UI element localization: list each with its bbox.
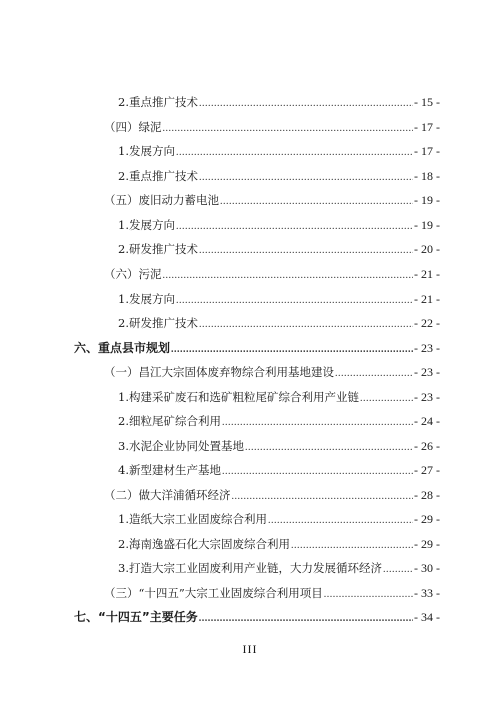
toc-entry-page: - 30 - xyxy=(414,561,440,575)
toc-leader-dots xyxy=(199,609,413,627)
toc-entry-page: - 33 - xyxy=(414,586,440,600)
toc-entry[interactable] xyxy=(118,536,440,552)
toc-entry[interactable] xyxy=(104,192,440,208)
toc-entry-title: 4.新型建材生产基地 xyxy=(118,463,221,477)
toc-entry[interactable] xyxy=(118,217,440,233)
toc-leader-dots xyxy=(171,340,413,358)
toc-entry[interactable] xyxy=(104,487,440,503)
toc-leader-dots xyxy=(360,389,413,407)
toc-entry-title: 1.造纸大宗工业固废综合利用 xyxy=(118,512,267,526)
toc-leader-dots xyxy=(291,536,413,554)
toc-entry-page: - 19 - xyxy=(414,218,440,232)
toc-entry-page: - 28 - xyxy=(414,488,440,502)
toc-entry-page: - 27 - xyxy=(414,463,440,477)
toc-leader-dots xyxy=(176,143,413,161)
toc-entry-title: （五）废旧动力蓄电池 xyxy=(104,193,219,207)
toc-entry-page: - 26 - xyxy=(414,439,440,453)
toc-entry-page: - 23 - xyxy=(414,341,440,355)
toc-leader-dots xyxy=(163,266,414,284)
toc-entry-title: （二）做大洋浦循环经济 xyxy=(104,488,231,502)
toc-entry-title: 3.打造大宗工业固废利用产业链，大力发展循环经济 xyxy=(118,561,382,575)
toc-entry-page: - 24 - xyxy=(414,414,440,428)
toc-entry[interactable] xyxy=(74,340,440,356)
toc-leader-dots xyxy=(335,364,413,382)
toc-entry-title: 1.构建采矿废石和选矿粗粒尾矿综合利用产业链 xyxy=(118,390,359,404)
toc-entry[interactable] xyxy=(118,168,440,184)
toc-entry[interactable] xyxy=(118,315,440,331)
toc-entry-title: 六、重点县市规划 xyxy=(74,341,171,355)
toc-entry[interactable] xyxy=(118,389,440,405)
toc-leader-dots xyxy=(163,119,414,137)
toc-entry-title: 3.水泥企业协同处置基地 xyxy=(118,439,244,453)
toc-leader-dots xyxy=(176,217,413,235)
toc-entry-title: （四）绿泥 xyxy=(104,120,162,134)
toc-leader-dots xyxy=(222,462,413,480)
toc-entry-page: - 15 - xyxy=(414,95,440,109)
toc-entry-title: 2.重点推广技术 xyxy=(118,169,198,183)
page-number: III xyxy=(242,642,258,656)
toc-entry[interactable] xyxy=(118,560,440,576)
toc-entry-title: 2.海南逸盛石化大宗固废综合利用 xyxy=(118,537,290,551)
toc-entry[interactable] xyxy=(118,462,440,478)
toc-entry-page: - 29 - xyxy=(414,537,440,551)
toc-entry[interactable] xyxy=(118,241,440,257)
toc-leader-dots xyxy=(176,291,413,309)
toc-entry-page: - 20 - xyxy=(414,242,440,256)
toc-entry-page: - 19 - xyxy=(414,193,440,207)
toc-leader-dots xyxy=(199,168,413,186)
toc-entry[interactable] xyxy=(118,143,440,159)
toc-entry-title: 七、“十四五”主要任务 xyxy=(74,610,198,624)
toc-entry-title: 2.研发推广技术 xyxy=(118,316,198,330)
toc-leader-dots xyxy=(324,585,413,603)
toc-entry-title: （六）污泥 xyxy=(104,267,162,281)
toc-entry[interactable] xyxy=(104,585,440,601)
toc-entry-title: 2.重点推广技术 xyxy=(118,95,198,109)
toc-entry-page: - 21 - xyxy=(414,292,440,306)
toc-entry-page: - 21 - xyxy=(414,267,440,281)
toc-entry[interactable] xyxy=(118,413,440,429)
toc-leader-dots xyxy=(245,438,413,456)
toc-entry-title: 1.发展方向 xyxy=(118,292,175,306)
toc-leader-dots xyxy=(383,560,413,578)
toc-leader-dots xyxy=(220,192,413,210)
toc-entry-title: 1.发展方向 xyxy=(118,218,175,232)
toc-leader-dots xyxy=(268,511,413,529)
toc-entry-page: - 29 - xyxy=(414,512,440,526)
toc-entry[interactable] xyxy=(74,609,440,625)
toc-entry[interactable] xyxy=(104,364,440,380)
toc-leader-dots xyxy=(199,315,413,333)
toc-entry[interactable] xyxy=(104,266,440,282)
toc-entry-title: 1.发展方向 xyxy=(118,144,175,158)
toc-entry-page: - 17 - xyxy=(414,144,440,158)
toc-entry-page: - 23 - xyxy=(414,390,440,404)
toc-entry[interactable] xyxy=(118,94,440,110)
toc-entry[interactable] xyxy=(118,511,440,527)
toc-entry-title: 2.研发推广技术 xyxy=(118,242,198,256)
toc-entry-title: （一）昌江大宗固体废弃物综合利用基地建设 xyxy=(104,365,334,379)
toc-leader-dots xyxy=(232,487,414,505)
toc-entry[interactable] xyxy=(118,291,440,307)
toc-leader-dots xyxy=(222,413,413,431)
toc-leader-dots xyxy=(199,241,413,259)
toc-entry[interactable] xyxy=(104,119,440,135)
toc-entry-page: - 34 - xyxy=(414,610,440,624)
toc-entry-page: - 22 - xyxy=(414,316,440,330)
toc-leader-dots xyxy=(199,94,413,112)
toc-entry-title: 2.细粒尾矿综合利用 xyxy=(118,414,221,428)
toc-entry-title: （三）“十四五”大宗工业固废综合利用项目 xyxy=(104,586,323,600)
toc-entry-page: - 17 - xyxy=(414,120,440,134)
toc-entry-page: - 18 - xyxy=(414,169,440,183)
toc-entry-page: - 23 - xyxy=(414,365,440,379)
toc-entry[interactable] xyxy=(118,438,440,454)
